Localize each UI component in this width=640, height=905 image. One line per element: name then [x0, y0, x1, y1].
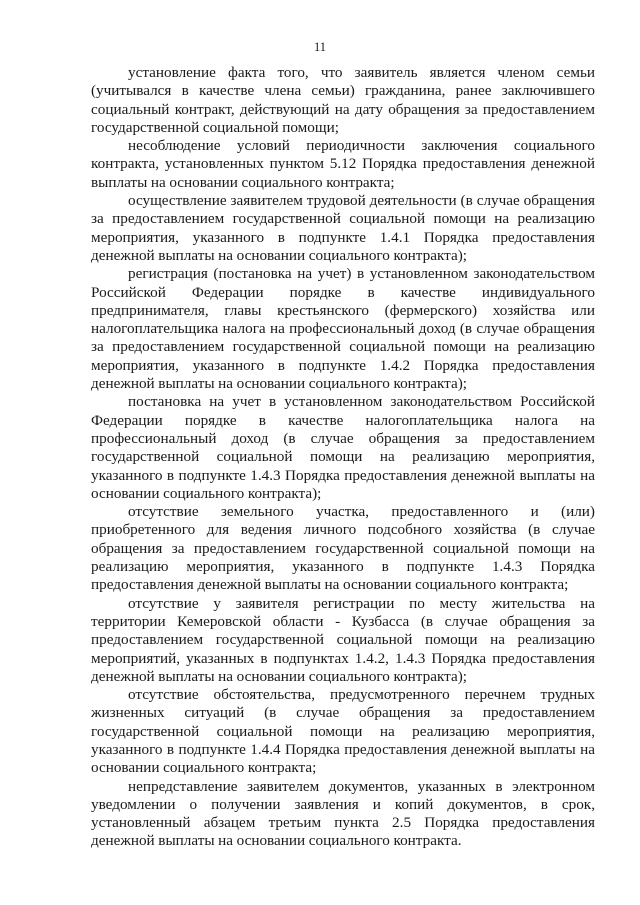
paragraph-self-employed-registration: постановка на учет в установленном законодательством Российской Федерации порядке в качестве налогоплательщика налога на профессиональный доход (в случае обращения за предоставлением государственной социальной помощи на реализацию мероприятия, указанного в подпункте 1.4.3 Порядка предоставления денежной выплаты на основании социального контракта); [91, 393, 595, 502]
paragraph-documents-not-submitted: непредставление заявителем документов, указанных в электронном уведомлении о получении заявления и копий документов, в срок, установленный абзацем третьим пункта 2.5 Порядка предоставления денежной выплаты на основании социального контракта. [91, 777, 595, 850]
paragraph-labor-activity: осуществление заявителем трудовой деятельности (в случае обращения за предоставлением государственной социальной помощи на реализацию мероприятия, указанного в подпункте 1.4.1 Порядка предоставления денежной выплаты на основании социального контракта); [91, 192, 595, 264]
paragraph-entrepreneur-registration: регистрация (постановка на учет) в установленном законодательством Российской Федерации порядке в качестве индивидуального предпринимателя, главы крестьянского (фермерского) хозяйства или налогоплательщика налога на профессиональный доход (в случае обращения за предоставлением государственной социальной помощи на реализацию мероприятия, указанного в подпункте 1.4.2 Порядка предоставления денежной выплаты на основании социального контракта); [91, 265, 595, 393]
paragraph-periodicity-violation: несоблюдение условий периодичности заключения социального контракта, установленных пунктом 5.12 Порядка предоставления денежной выплаты на основании социального контракта; [91, 137, 595, 191]
paragraph-no-land-plot: отсутствие земельного участка, предоставленного и (или) приобретенного для ведения личного подсобного хозяйства (в случае обращения за предоставлением государственной социальной помощи на реализацию мероприятия, указанного в подпункте 1.4.3 Порядка предоставления денежной выплаты на основании социального контракта; [91, 503, 595, 594]
page-number: 11 [313, 40, 327, 54]
paragraph-family-member-contract: установление факта того, что заявитель является членом семьи (учитывался в качестве члена семьи) гражданина, ранее заключившего социальный контракт, действующий на дату обращения за предоставлением государственной социальной помощи; [91, 64, 595, 136]
paragraph-no-hardship-circumstance: отсутствие обстоятельства, предусмотренного перечнем трудных жизненных ситуаций (в случае обращения за предоставлением государственной социальной помощи на реализацию мероприятия, указанного в подпункте 1.4.4 Порядка предоставления денежной выплаты на основании социального контракта; [91, 686, 595, 777]
body-text [91, 64, 595, 851]
paragraph-no-residence-registration: отсутствие у заявителя регистрации по месту жительства на территории Кемеровской области - Кузбасса (в случае обращения за предоставлением государственной социальной помощи на реализацию мероприятий, указанных в подпунктах 1.4.2, 1.4.3 Порядка предоставления денежной выплаты на основании социального контракта); [91, 594, 595, 685]
